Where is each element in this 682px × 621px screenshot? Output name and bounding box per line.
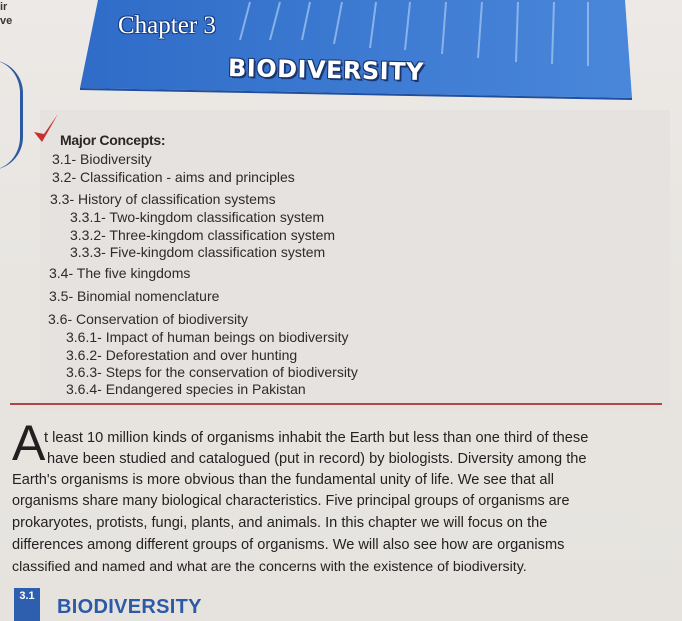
chapter-subtitle: BIODIVERSITY: [227, 53, 425, 87]
section-number-badge: 3.1: [14, 588, 40, 621]
chapter-number-title: Chapter 3: [118, 12, 216, 39]
concepts-heading: Major Concepts:: [60, 132, 166, 148]
paragraph-line: classified and named and what are the concerns with the existence of biodiversity.: [12, 559, 527, 575]
paragraph-line: prokaryotes, protists, fungi, plants, and animals. In this chapter we will focus on the: [12, 515, 548, 531]
check-mark-icon: [32, 112, 60, 144]
concept-item: 3.6.4- Endangered species in Pakistan: [66, 381, 306, 397]
concept-item: 3.6- Conservation of biodiversity: [48, 311, 248, 327]
margin-text-line: ir: [0, 1, 8, 13]
paragraph-line: t least 10 million kinds of organisms inhabit the Earth but less than one third of these: [44, 430, 589, 446]
concept-item: 3.4- The five kingdoms: [49, 265, 191, 281]
concept-item: 3.6.1- Impact of human beings on biodiversity: [66, 329, 349, 345]
binding-curve: [0, 60, 23, 170]
paragraph-line: organisms share many biological characteristics. Five principal groups of organisms are: [12, 493, 570, 509]
concept-item: 3.6.3- Steps for the conservation of biodiversity: [66, 364, 358, 380]
concept-item: 3.3.3- Five-kingdom classification system: [70, 244, 326, 260]
section-title: BIODIVERSITY: [57, 596, 202, 618]
concept-item: 3.2- Classification - aims and principles: [52, 169, 295, 185]
paragraph-line: have been studied and catalogued (put in record) by biologists. Diversity among the: [47, 451, 587, 467]
concept-item: 3.3.2- Three-kingdom classification system: [70, 227, 336, 243]
concept-item: 3.1- Biodiversity: [52, 151, 152, 167]
previous-page-margin-text: [0, 0, 22, 60]
drop-cap: A: [12, 415, 46, 471]
margin-text-line: ve: [0, 15, 13, 27]
paragraph-line: Earth's organisms is more obvious than the fundamental unity of life. We see that all: [12, 472, 554, 488]
concept-item: 3.5- Binomial nomenclature: [49, 288, 220, 304]
concept-item: 3.3- History of classification systems: [50, 191, 276, 207]
concept-item: 3.6.2- Deforestation and over hunting: [66, 347, 298, 363]
section-divider: [10, 403, 662, 405]
paragraph-line: differences among different groups of organisms. We will also see how are organisms: [12, 537, 565, 553]
concept-item: 3.3.1- Two-kingdom classification system: [70, 209, 325, 225]
